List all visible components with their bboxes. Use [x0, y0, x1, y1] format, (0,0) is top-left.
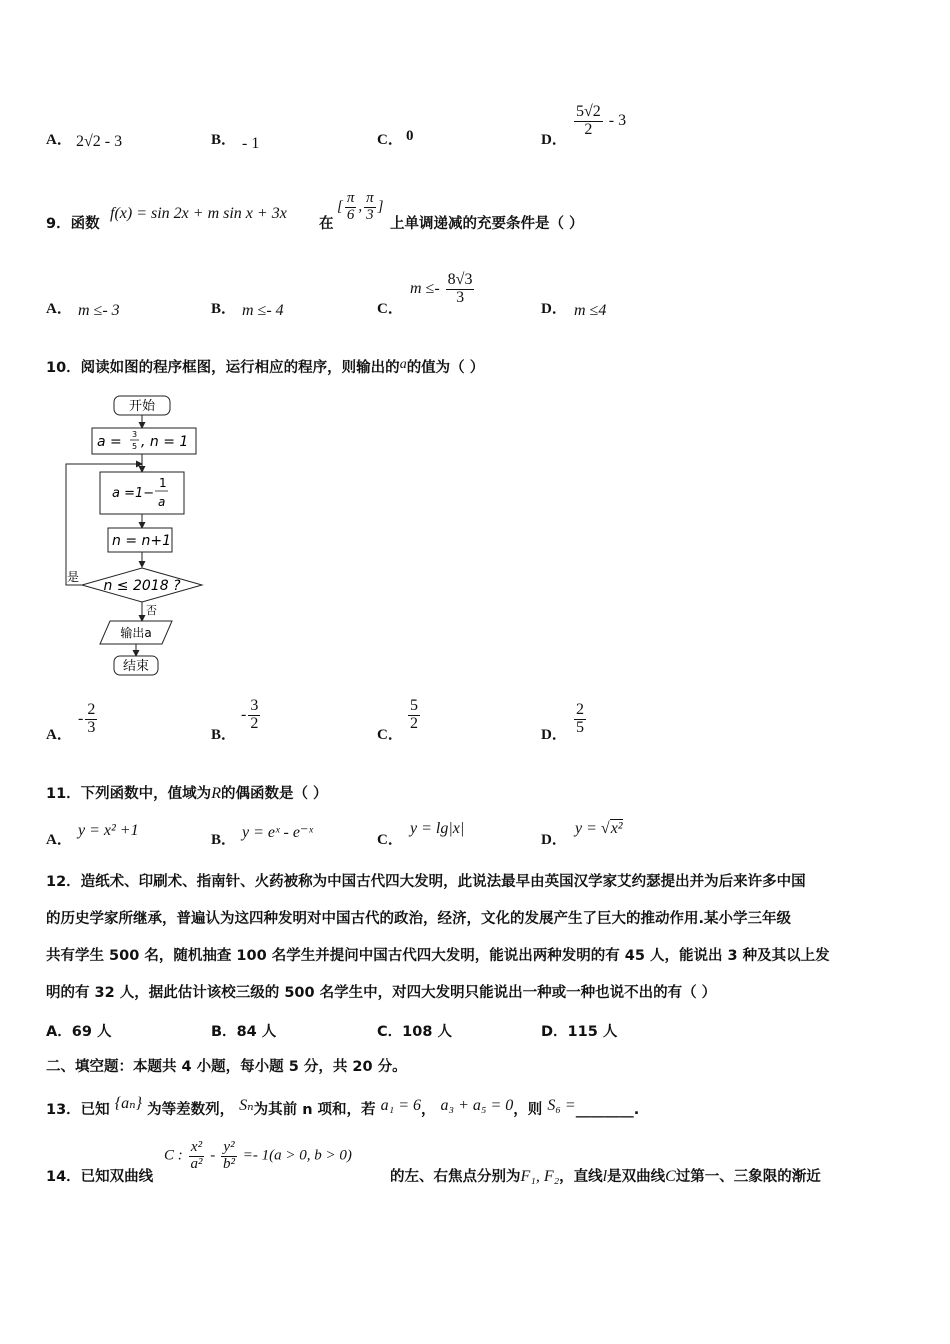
flow-condition-text: n ≤ 2018 ? — [103, 578, 181, 594]
q9-interval-b-num: π — [366, 190, 374, 206]
q9-option-b-label: B． — [211, 301, 237, 317]
q12-c-label: C． — [377, 1024, 403, 1040]
q9-option-c-label: C． — [377, 301, 403, 317]
q9-interval-b-den: 3 — [366, 206, 374, 223]
q10-b-den: 2 — [250, 714, 259, 732]
q12-line-4: 明的有 32 人，据此估计该校三级的 500 名学生中，对四大发明只能说出一种或一种也说不出的有（ ） — [46, 985, 717, 1001]
q14-C: C : — [164, 1147, 183, 1164]
q8-option-a-label: A． — [46, 132, 72, 148]
q12-option-d — [541, 1020, 617, 1041]
q13-p2: 为等差数列， — [147, 1102, 235, 1118]
q9-option-a-expr: m ≤- 3 — [78, 302, 120, 319]
q9-interval-a-den: 6 — [346, 206, 355, 223]
q12-b-value: 84 人 — [236, 1024, 277, 1040]
flow-start-text: 开始 — [128, 399, 156, 414]
q10-b-sign: - — [241, 705, 247, 723]
q14-p5: 过第一、三象限的渐近 — [675, 1169, 821, 1185]
q11-option-d-expr: y = √x² — [575, 820, 623, 837]
q14-p2: 的左、右焦点分别为 — [390, 1169, 521, 1185]
q14-x-num: x² — [190, 1139, 203, 1155]
q10-c-num: 5 — [410, 697, 418, 714]
q11-option-b-label: B． — [211, 832, 237, 848]
flow-end-text: 结束 — [122, 659, 150, 674]
q13-p4: ， — [420, 1102, 436, 1118]
q13-stem — [46, 1093, 639, 1119]
q13-condition-1: a₁ = 6 — [380, 1097, 421, 1114]
flow-update-n-text: n = n+1 — [112, 533, 172, 549]
q10-option-d-label: D． — [541, 727, 567, 743]
q9-option-a-label: A． — [46, 301, 72, 317]
q10-c-den: 2 — [410, 714, 418, 732]
q9-option-b-expr: m ≤- 4 — [242, 302, 284, 319]
q11-stem — [46, 782, 328, 803]
q8-d-numerator: 5√2 — [576, 103, 601, 120]
q11-option-b-expr: y = eˣ - e⁻ˣ — [242, 824, 313, 841]
flow-update-a-text: a =1− — [112, 486, 155, 501]
q13-Sn: Sₙ — [239, 1097, 254, 1114]
q10-a-sign: - — [78, 709, 84, 727]
q10-option-a-expr — [78, 702, 99, 737]
section-2-heading: 二、填空题：本题共 4 小题，每小题 5 分，共 20 分。 — [46, 1059, 407, 1075]
q14-l: l — [602, 1168, 608, 1185]
flow-update-num: 1 — [159, 476, 167, 490]
q9-suffix: 上单调递减的充要条件是（ ） — [390, 216, 584, 232]
q11-text-pre: 11．下列函数中，值域为 — [46, 786, 212, 802]
q9-c-pre: m ≤- — [410, 279, 440, 297]
q9-function: f(x) = sin 2x + m sin x + 3x — [110, 205, 287, 222]
q13-p3: 为其前 n 项和，若 — [253, 1102, 376, 1118]
q10-text-pre: 10．阅读如图的程序框图，运行相应的程序，则输出的 — [46, 360, 400, 376]
q9-in: 在 — [319, 216, 334, 232]
q12-c-value: 108 人 — [402, 1024, 452, 1040]
q10-text-post: 的值为（ ） — [406, 360, 485, 376]
q10-option-b-label: B． — [211, 727, 237, 743]
q12-a-label: A． — [46, 1024, 72, 1040]
q14-p3: ，直线 — [559, 1169, 603, 1185]
q14-y-num: y² — [223, 1139, 235, 1155]
q12-a-value: 69 人 — [71, 1024, 112, 1040]
q13-condition-2: a₃ + a₅ = 0 — [440, 1097, 514, 1114]
q12-d-label: D． — [541, 1024, 568, 1040]
q10-d-den: 5 — [576, 718, 584, 736]
q10-a-den: 3 — [87, 718, 96, 736]
q13-p1: 13．已知 — [46, 1102, 110, 1118]
q8-option-c-label: C． — [377, 132, 403, 148]
q10-flowchart — [60, 392, 220, 682]
flow-update-den: a — [158, 495, 166, 509]
q12-d-value: 115 人 — [567, 1024, 618, 1040]
q14-C2: C — [665, 1168, 676, 1185]
q12-line-2: 的历史学家所继承，普遍认为这四种发明对中国古代的政治，经济，文化的发展产生了巨大的推动作用.某小学三年级 — [46, 911, 792, 927]
q11-R: R — [211, 785, 221, 802]
q14-rhs: =- 1(a > 0, b > 0) — [242, 1147, 352, 1164]
q12-line-3: 共有学生 500 名，随机抽查 100 名学生并提问中国古代四大发明，能说出两种发明的有 45 人，能说出 3 种及其以上发 — [46, 948, 830, 964]
q11-option-d-label: D． — [541, 832, 567, 848]
q11-option-c-expr: y = lg|x| — [410, 820, 465, 837]
q14-foci: F₁, F₂ — [520, 1168, 560, 1185]
q14-hyperbola-eq — [164, 1140, 352, 1173]
q14-y-den: b² — [223, 1155, 235, 1172]
q10-stem — [46, 356, 484, 377]
q8-option-d-expr — [572, 104, 626, 139]
q11-d-pre: y = — [575, 820, 601, 837]
q8-option-b-label: B． — [211, 132, 237, 148]
q12-b-label: B． — [211, 1024, 237, 1040]
q12-option-b — [211, 1020, 276, 1041]
q11-option-c-label: C． — [377, 832, 403, 848]
q8-option-b-expr: - 1 — [242, 135, 260, 152]
q10-var: a — [399, 357, 407, 372]
q10-option-c-expr — [406, 698, 422, 733]
q8-d-tail: - 3 — [608, 111, 627, 129]
q14-p4: 是双曲线 — [607, 1169, 666, 1185]
q12-option-a — [46, 1020, 111, 1041]
q12-paragraph — [46, 864, 830, 1012]
q14-stem-start: 14．已知双曲线 — [46, 1169, 154, 1185]
q14-stem-end — [390, 1165, 821, 1186]
q10-option-d-expr — [572, 702, 588, 737]
q9-interval-a-num: π — [346, 190, 355, 206]
q10-b-num: 3 — [250, 697, 259, 714]
q10-d-num: 2 — [576, 701, 584, 718]
q8-option-a-expr: 2√2 - 3 — [76, 133, 123, 150]
q9-prefix: 函数 — [70, 216, 100, 232]
flow-no-label: 否 — [146, 604, 157, 617]
q11-option-a-label: A． — [46, 832, 72, 848]
q10-option-b-expr — [241, 698, 262, 733]
q13-seq: {aₙ} — [114, 1095, 143, 1112]
q12-option-c — [377, 1020, 452, 1041]
q14-x-den: a² — [190, 1155, 203, 1172]
q8-option-c-expr: 0 — [406, 128, 414, 144]
flow-init-a: a = — [97, 434, 122, 450]
q13-ask: S₆ = — [547, 1097, 576, 1114]
flow-init-num: 3 — [132, 430, 138, 439]
q11-text-post: 的偶函数是（ ） — [220, 786, 328, 802]
flow-output-text: 输出a — [120, 626, 152, 640]
q13-p5: ，则 — [513, 1102, 543, 1118]
q9-stem — [46, 212, 100, 233]
q12-line-1: 12．造纸术、印刷术、指南针、火药被称为中国古代四大发明，此说法最早由英国汉学家艾约瑟提出并为后来许多中国 — [46, 874, 806, 890]
q11-d-root: x² — [610, 820, 623, 837]
q10-option-a-label: A． — [46, 727, 72, 743]
flow-yes-label: 是 — [67, 570, 80, 584]
q8-option-d-label: D． — [541, 132, 567, 148]
q10-option-c-label: C． — [377, 727, 403, 743]
q9-number: 9． — [46, 216, 71, 232]
q14-minus: - — [210, 1147, 216, 1164]
q9-option-c-expr — [410, 272, 476, 307]
q10-a-num: 2 — [87, 701, 96, 718]
q9-c-num: 8√3 — [447, 271, 473, 288]
q9-option-d-label: D． — [541, 301, 567, 317]
q13-answer-blank[interactable]: ________. — [575, 1102, 640, 1118]
q9-interval: [ $\frac{\pi}{6}$ , $\frac{\pi}{3}$ ] — [337, 190, 384, 223]
flow-init-den: 5 — [132, 442, 138, 451]
flow-init-n: , n = 1 — [141, 434, 189, 450]
q9-c-den: 3 — [456, 288, 465, 306]
q11-option-a-expr: y = x² +1 — [78, 822, 139, 839]
q9-option-d-expr: m ≤4 — [574, 302, 607, 319]
q8-d-denominator: 2 — [584, 120, 593, 138]
